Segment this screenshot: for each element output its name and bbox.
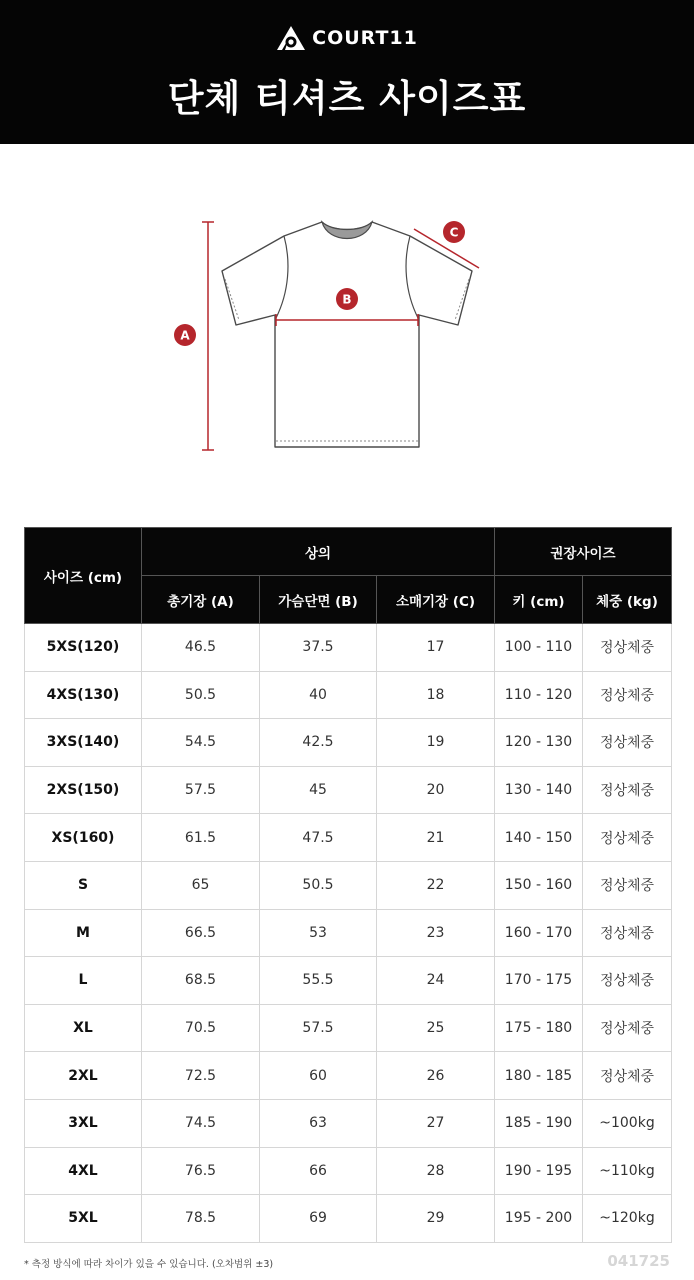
- table-cell-height: 130 - 140: [495, 766, 583, 814]
- size-label-cell: 4XL: [25, 1147, 142, 1195]
- table-cell-weight: ~110kg: [583, 1147, 672, 1195]
- size-label-cell: 5XS(120): [25, 624, 142, 672]
- table-cell-chest: 50.5: [260, 861, 377, 909]
- size-label-cell: 3XL: [25, 1099, 142, 1147]
- table-cell-length: 61.5: [142, 814, 260, 862]
- table-cell-chest: 69: [260, 1195, 377, 1243]
- table-cell-height: 110 - 120: [495, 671, 583, 719]
- table-cell-length: 76.5: [142, 1147, 260, 1195]
- size-label-cell: 2XS(150): [25, 766, 142, 814]
- table-cell-height: 190 - 195: [495, 1147, 583, 1195]
- marker-c-label: C: [449, 225, 459, 240]
- table-row: [25, 1195, 672, 1243]
- table-cell-weight: 정상체중: [583, 671, 672, 719]
- size-table: [24, 527, 672, 1243]
- table-cell-sleeve: 24: [377, 957, 495, 1005]
- marker-c: [443, 221, 465, 243]
- table-cell-height: 140 - 150: [495, 814, 583, 862]
- table-row: [25, 1052, 672, 1100]
- table-cell-weight: 정상체중: [583, 624, 672, 672]
- table-cell-length: 72.5: [142, 1052, 260, 1100]
- table-row: [25, 957, 672, 1005]
- size-label-cell: 5XL: [25, 1195, 142, 1243]
- table-cell-chest: 60: [260, 1052, 377, 1100]
- table-cell-sleeve: 19: [377, 719, 495, 767]
- table-row: [25, 1099, 672, 1147]
- table-cell-sleeve: 26: [377, 1052, 495, 1100]
- table-cell-weight: 정상체중: [583, 814, 672, 862]
- size-table-body: [25, 624, 672, 1243]
- table-cell-length: 50.5: [142, 671, 260, 719]
- recommended-group-header: 권장사이즈: [495, 528, 672, 576]
- table-cell-length: 74.5: [142, 1099, 260, 1147]
- size-label-cell: XL: [25, 1004, 142, 1052]
- table-cell-height: 120 - 130: [495, 719, 583, 767]
- table-cell-sleeve: 18: [377, 671, 495, 719]
- size-label-cell: 3XS(140): [25, 719, 142, 767]
- table-cell-sleeve: 21: [377, 814, 495, 862]
- table-cell-weight: 정상체중: [583, 719, 672, 767]
- table-cell-chest: 55.5: [260, 957, 377, 1005]
- table-row: [25, 1147, 672, 1195]
- brand-name: COURT11: [312, 27, 418, 49]
- table-row: [25, 719, 672, 767]
- table-cell-chest: 47.5: [260, 814, 377, 862]
- table-cell-sleeve: 17: [377, 624, 495, 672]
- table-row: [25, 1004, 672, 1052]
- table-row: [25, 624, 672, 672]
- table-cell-chest: 66: [260, 1147, 377, 1195]
- table-cell-weight: ~120kg: [583, 1195, 672, 1243]
- tshirt-icon: [222, 222, 472, 447]
- table-cell-sleeve: 29: [377, 1195, 495, 1243]
- size-column-header: 사이즈 (cm): [25, 528, 142, 624]
- table-cell-sleeve: 28: [377, 1147, 495, 1195]
- table-cell-height: 185 - 190: [495, 1099, 583, 1147]
- column-header-weight: 체중 (kg): [583, 576, 672, 624]
- table-cell-weight: 정상체중: [583, 1004, 672, 1052]
- table-row: [25, 671, 672, 719]
- table-cell-length: 46.5: [142, 624, 260, 672]
- size-label-cell: M: [25, 909, 142, 957]
- table-cell-length: 70.5: [142, 1004, 260, 1052]
- table-cell-length: 57.5: [142, 766, 260, 814]
- table-cell-sleeve: 20: [377, 766, 495, 814]
- marker-a-label: A: [180, 328, 190, 343]
- table-cell-weight: 정상체중: [583, 861, 672, 909]
- marker-b-label: B: [342, 292, 352, 307]
- table-cell-chest: 57.5: [260, 1004, 377, 1052]
- table-cell-height: 150 - 160: [495, 861, 583, 909]
- column-header-sleeve: 소매기장 (C): [377, 576, 495, 624]
- table-cell-length: 65: [142, 861, 260, 909]
- marker-b: [336, 288, 358, 310]
- size-label-cell: XS(160): [25, 814, 142, 862]
- table-cell-weight: 정상체중: [583, 957, 672, 1005]
- tshirt-measurement-diagram: [150, 205, 550, 470]
- table-cell-height: 175 - 180: [495, 1004, 583, 1052]
- table-cell-length: 68.5: [142, 957, 260, 1005]
- page-title: 단체 티셔츠 사이즈표: [167, 77, 527, 120]
- table-cell-sleeve: 25: [377, 1004, 495, 1052]
- table-cell-length: 54.5: [142, 719, 260, 767]
- table-cell-height: 170 - 175: [495, 957, 583, 1005]
- table-cell-length: 66.5: [142, 909, 260, 957]
- size-label-cell: L: [25, 957, 142, 1005]
- table-cell-height: 180 - 185: [495, 1052, 583, 1100]
- table-cell-sleeve: 23: [377, 909, 495, 957]
- table-cell-length: 78.5: [142, 1195, 260, 1243]
- table-cell-chest: 40: [260, 671, 377, 719]
- footnote: * 측정 방식에 따라 차이가 있을 수 있습니다. (오차범위 ±3): [24, 1259, 274, 1270]
- size-label-cell: 2XL: [25, 1052, 142, 1100]
- table-cell-weight: 정상체중: [583, 766, 672, 814]
- size-label-cell: S: [25, 861, 142, 909]
- table-row: [25, 909, 672, 957]
- product-code: 041725: [607, 1252, 670, 1270]
- table-cell-chest: 45: [260, 766, 377, 814]
- size-label-cell: 4XS(130): [25, 671, 142, 719]
- column-header-length: 총기장 (A): [142, 576, 260, 624]
- table-cell-height: 195 - 200: [495, 1195, 583, 1243]
- marker-a: [174, 324, 196, 346]
- top-group-header: 상의: [142, 528, 495, 576]
- header-banner: [0, 0, 694, 144]
- table-cell-chest: 37.5: [260, 624, 377, 672]
- column-header-height: 키 (cm): [495, 576, 583, 624]
- table-cell-sleeve: 27: [377, 1099, 495, 1147]
- table-cell-weight: 정상체중: [583, 909, 672, 957]
- table-cell-sleeve: 22: [377, 861, 495, 909]
- table-cell-chest: 53: [260, 909, 377, 957]
- brand-logo: [0, 25, 694, 51]
- table-cell-weight: 정상체중: [583, 1052, 672, 1100]
- table-row: [25, 766, 672, 814]
- table-cell-chest: 63: [260, 1099, 377, 1147]
- column-header-chest: 가슴단면 (B): [260, 576, 377, 624]
- brand-mark-icon: [276, 25, 306, 51]
- table-row: [25, 814, 672, 862]
- table-cell-height: 160 - 170: [495, 909, 583, 957]
- table-cell-weight: ~100kg: [583, 1099, 672, 1147]
- table-row: [25, 861, 672, 909]
- table-cell-chest: 42.5: [260, 719, 377, 767]
- table-cell-height: 100 - 110: [495, 624, 583, 672]
